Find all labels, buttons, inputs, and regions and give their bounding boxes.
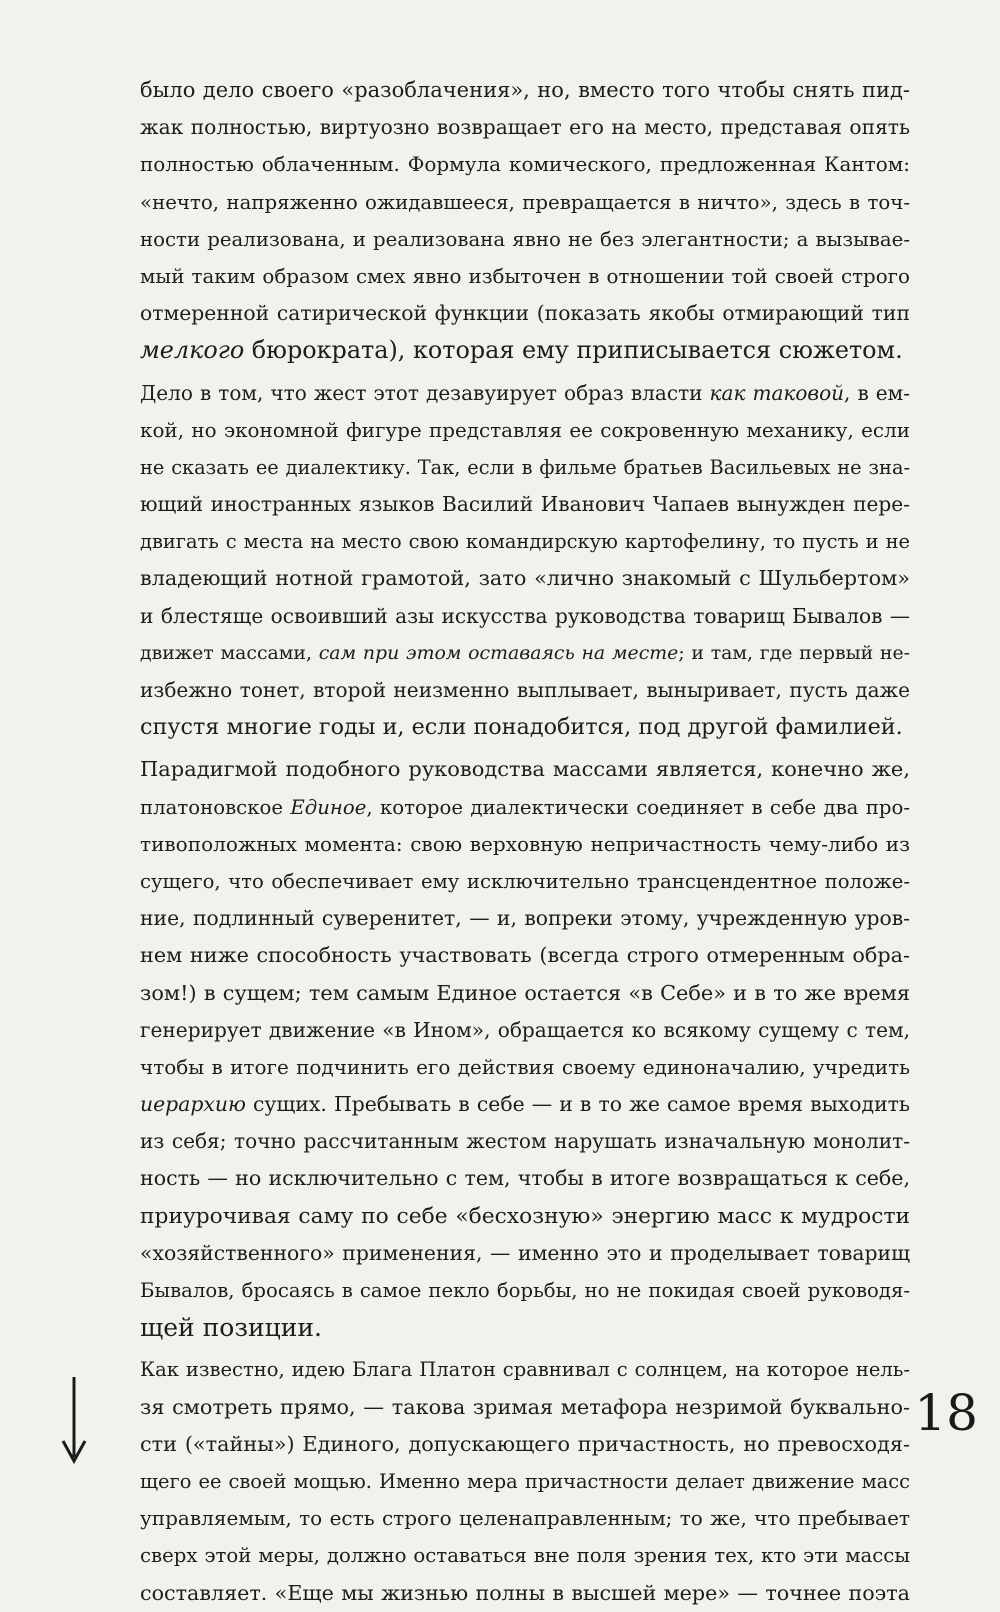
text-segment: владеющий нотной грамотой, зато «лично знакомый с Шульбертом» [140, 566, 910, 591]
text-line [140, 975, 910, 1012]
text-line [140, 1426, 910, 1463]
text-line [140, 1389, 910, 1426]
text-line [140, 523, 910, 560]
text-segment: бюрократа), которая ему приписывается сюжетом. [244, 336, 903, 365]
text-line [140, 1500, 910, 1537]
text-segment: было дело своего «разоблачения», но, вместо того чтобы снять пид- [140, 78, 910, 102]
text-line [140, 672, 910, 709]
text-segment: , в ем- [844, 380, 910, 405]
text-line [140, 146, 910, 183]
text-segment: ности реализована, и реализована явно не без элегантности; а вызывае- [140, 227, 910, 251]
text-line [140, 900, 910, 937]
text-line [140, 221, 910, 258]
text-segment: «нечто, напряженно ожидавшееся, превращается в ничто», здесь в точ- [140, 190, 910, 214]
text-line [140, 709, 910, 746]
text-segment: двигать с места на место свою командирскую картофелину, то пусть и не [140, 530, 910, 554]
text-line [140, 863, 910, 900]
text-segment: щей позиции. [140, 1313, 323, 1343]
text-segment: управляемым, то есть строго целенаправленным; то же, что пребывает [140, 1506, 910, 1531]
text-line [140, 295, 910, 332]
text-line [140, 1463, 910, 1500]
text-segment: кой, но экономной фигуре представляя ее сокровенную механику, если [140, 418, 910, 442]
text-segment: сти («тайны») Единого, допускающего причастность, но превосходя- [140, 1431, 910, 1456]
text-segment: мый таким образом смех явно избыточен в отношении той своей строго [140, 264, 910, 288]
arrow-down-icon [60, 1375, 88, 1465]
text-line [140, 1198, 910, 1235]
text-line [140, 332, 910, 369]
text-line [140, 109, 910, 146]
text-line [140, 72, 910, 109]
text-segment: приурочивая саму по себе «бесхозную» энергию масс к мудрости [140, 1203, 910, 1229]
text-line [140, 937, 910, 974]
text-segment: щего ее своей мощью. Именно мера причастности делает движение масс [140, 1469, 910, 1493]
italic-text: иерархию [140, 1092, 246, 1117]
text-line [140, 486, 910, 523]
text-line [140, 1575, 910, 1612]
text-segment: сверх этой меры, должно оставаться вне поля зрения тех, кто эти массы [140, 1544, 910, 1568]
text-segment: избежно тонет, второй неизменно выплывает, выныривает, пусть даже [140, 678, 910, 702]
text-segment: Дело в том, что жест этот дезавуирует образ власти [140, 380, 710, 405]
text-line [140, 1537, 910, 1574]
text-line [140, 375, 910, 412]
text-line [140, 1160, 910, 1197]
text-segment: генерирует движение «в Ином», обращается ко всякому сущему с тем, [140, 1017, 910, 1042]
text-line [140, 1272, 910, 1309]
text-segment: ность — но исключительно с тем, чтобы в итоге возвращаться к себе, [140, 1166, 910, 1191]
text-segment: полностью облаченным. Формула комического, предложенная Кантом: [140, 152, 910, 177]
text-segment: чтобы в итоге подчинить его действия своему единоначалию, учредить [140, 1054, 910, 1079]
text-line [140, 635, 910, 672]
italic-text: мелкого [140, 336, 245, 365]
text-line [140, 1309, 910, 1346]
italic-text: Единое [290, 795, 367, 819]
text-segment: отмеренной сатирической функции (показать якобы отмирающий тип [140, 301, 910, 326]
italic-text: сам при этом оставаясь на месте [318, 641, 679, 664]
text-line [140, 184, 910, 221]
text-line [140, 258, 910, 295]
text-segment: Бывалов, бросаясь в самое пекло борьбы, но не покидая своей руководя- [140, 1279, 910, 1302]
text-segment: и блестяще освоивший азы искусства руководства товарищ Бывалов — [140, 603, 910, 628]
text-segment: сущего, что обеспечивает ему исключительно трансцендентное положе- [140, 869, 910, 893]
page-number: 18 [914, 1384, 978, 1442]
text-segment: движет массами, [140, 641, 319, 664]
text-line [140, 826, 910, 863]
text-segment: «хозяйственного» применения, — именно это и проделывает товарищ [140, 1240, 910, 1265]
text-segment: жак полностью, виртуозно возвращает его на место, представая опять [140, 115, 910, 140]
text-line [140, 598, 910, 635]
text-line [140, 751, 910, 788]
text-line [140, 412, 910, 449]
text-segment: , которое диалектически соединяет в себе два про- [366, 795, 910, 819]
page-text [140, 72, 910, 1612]
text-line [140, 1351, 910, 1388]
italic-text: как таковой [709, 380, 845, 405]
text-segment: из себя; точно рассчитанным жестом нарушать изначальную монолит- [140, 1129, 910, 1154]
text-segment: Как известно, идею Блага Платон сравнивал с солнцем, на которое нель- [140, 1358, 910, 1382]
text-segment: составляет. «Еще мы жизнью полны в высшей мере» — точнее поэта [140, 1580, 910, 1605]
text-segment: ние, подлинный суверенитет, — и, вопреки этому, учрежденную уров- [140, 906, 910, 931]
text-segment: ; и там, где первый не- [678, 641, 911, 664]
text-segment: зя смотреть прямо, — такова зримая метафора незримой буквально- [140, 1394, 910, 1419]
text-segment: сущих. Пребывать в себе — и в то же самое время выходить [245, 1092, 910, 1117]
text-segment: спустя многие годы и, если понадобится, под другой фамилией. [140, 714, 903, 741]
text-line [140, 1086, 910, 1123]
text-segment: Парадигмой подобного руководства массами является, конечно же, [140, 757, 910, 782]
text-line [140, 1049, 910, 1086]
text-line [140, 789, 910, 826]
text-line [140, 560, 910, 597]
text-segment: зом!) в сущем; тем самым Единое остается «в Себе» и в то же время [140, 980, 910, 1005]
text-line [140, 1235, 910, 1272]
text-segment: платоновское [140, 795, 291, 819]
text-segment: тивоположных момента: свою верховную непричастность чему-либо из [140, 831, 910, 856]
text-line [140, 449, 910, 486]
text-segment: ющий иностранных языков Василий Иванович Чапаев вынужден пере- [140, 492, 910, 517]
text-line [140, 1012, 910, 1049]
text-segment: не сказать ее диалектику. Так, если в фильме братьев Васильевых не зна- [140, 455, 910, 479]
text-line [140, 1123, 910, 1160]
text-segment: нем ниже способность участвовать (всегда строго отмеренным обра- [140, 943, 910, 968]
